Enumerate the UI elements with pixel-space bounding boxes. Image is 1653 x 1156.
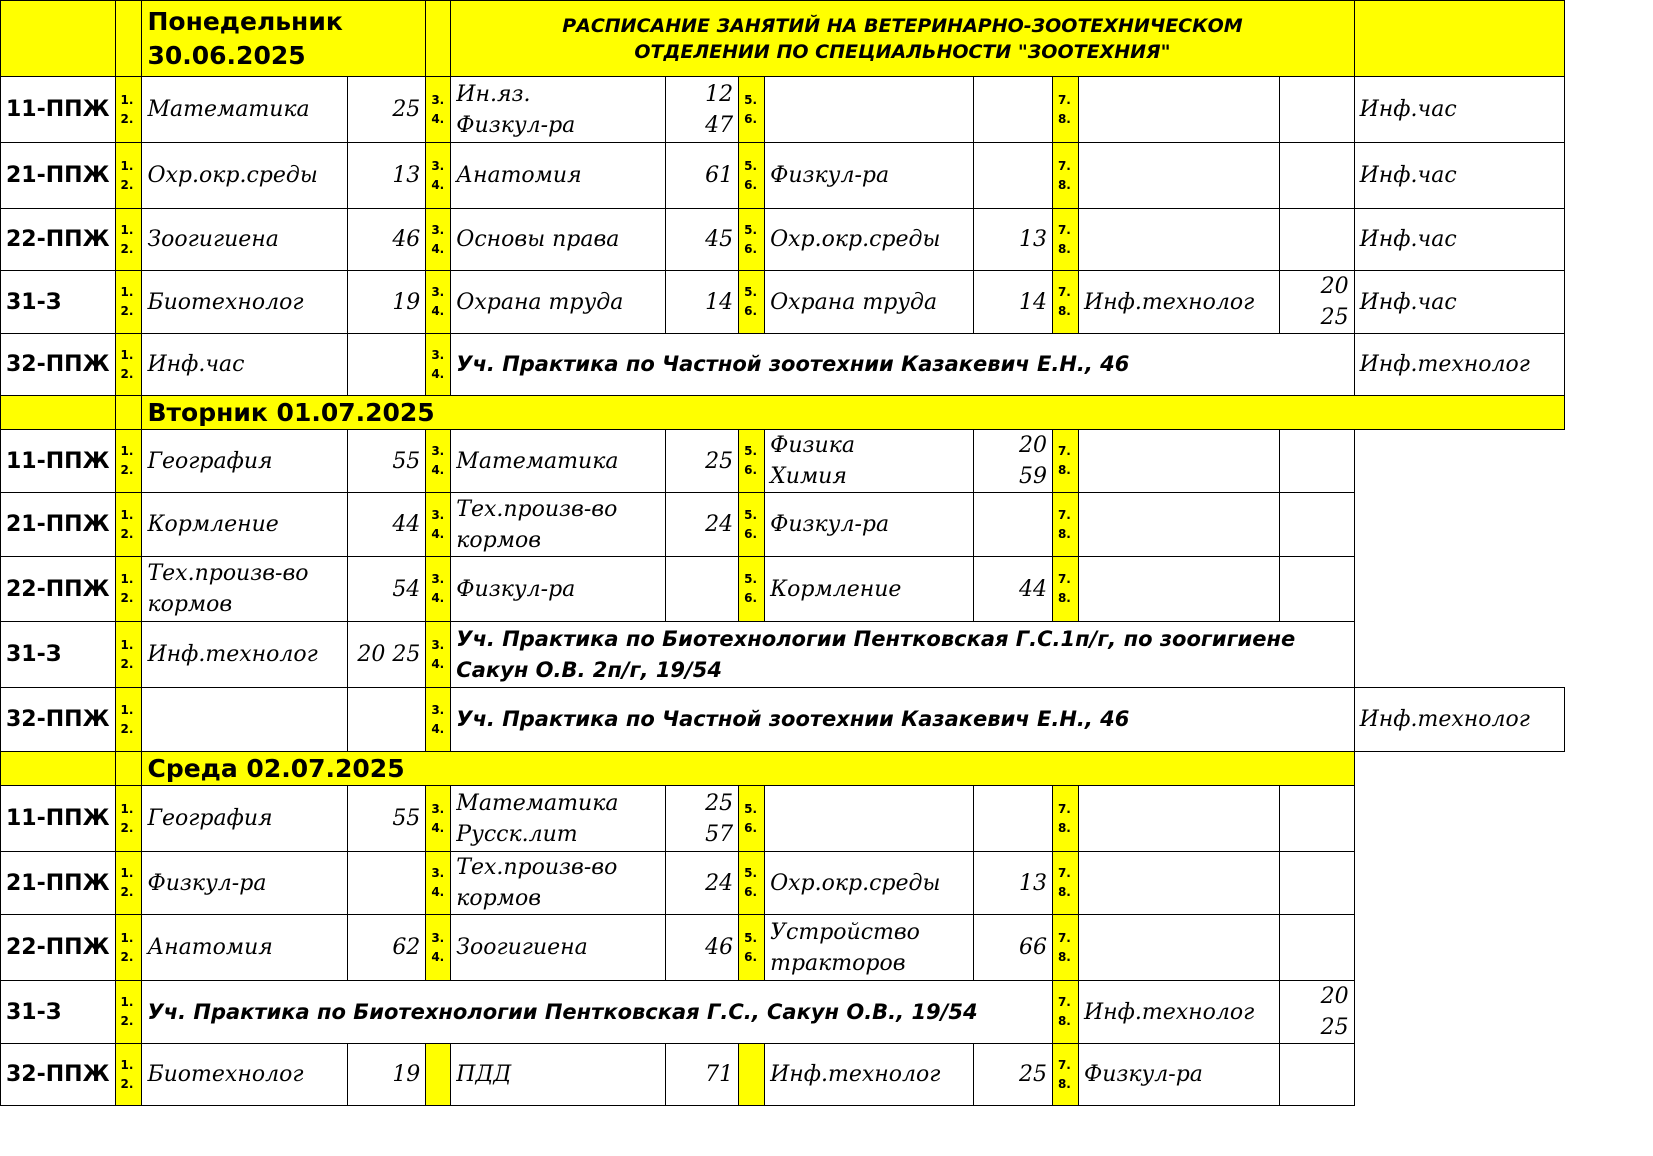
monday-label: Понедельник (147, 6, 343, 36)
pair-numbers: 5. 6. (739, 786, 765, 852)
group-name: 32-ППЖ (1, 688, 116, 752)
subject-cell: Инф.технолог (1078, 981, 1279, 1044)
pair-numbers: 5. 6. (739, 143, 765, 209)
room-cell: 25 (348, 77, 426, 143)
subject-cell: Математика Русск.лит (451, 786, 666, 852)
title-line-1: РАСПИСАНИЕ ЗАНЯТИЙ НА ВЕТЕРИНАРНО-ЗООТЕХНИЧЕСКОМ (562, 14, 1243, 37)
room-cell: 20 25 (1279, 271, 1354, 334)
pair-numbers: 1. 2. (115, 77, 142, 143)
header-pair-cell (426, 1, 451, 77)
subject-cell: Зоогигиена (142, 209, 348, 271)
table-row (1, 688, 1653, 752)
room-cell: 54 (348, 557, 426, 622)
room-cell (1279, 852, 1354, 915)
pair-numbers: 7. 8. (1052, 557, 1078, 622)
subject-cell: Тех.произв-во кормов (451, 493, 666, 557)
pair-numbers: 3. 4. (426, 77, 451, 143)
practice-cell: Уч. Практика по Биотехнологии Пентковская Г.С.1п/г, по зоогигиене Сакун О.В. 2п/г, 19/54 (451, 622, 1354, 688)
day-group-cell (1, 396, 116, 430)
empty-cell (1354, 981, 1653, 1044)
practice-cell: Уч. Практика по Частной зоотехнии Казакевич Е.Н., 46 (451, 334, 1354, 396)
pair-numbers: 3. 4. (426, 209, 451, 271)
pair-numbers: 3. 4. (426, 688, 451, 752)
extra-cell: Инф.час (1354, 271, 1565, 334)
room-cell (348, 852, 426, 915)
room-cell (1279, 77, 1354, 143)
pair-numbers: 5. 6. (739, 852, 765, 915)
table-row (1, 334, 1653, 396)
day-group-cell (1, 752, 116, 786)
empty-cell (1354, 493, 1653, 557)
pair-numbers: 5. 6. (739, 209, 765, 271)
subject-cell (1078, 493, 1279, 557)
empty-cell (1565, 271, 1653, 334)
subject-cell: География (142, 430, 348, 493)
subject-cell: Кормление (765, 557, 974, 622)
tuesday-date-cell: Вторник 01.07.2025 (142, 396, 1565, 430)
room-cell: 25 57 (666, 786, 739, 852)
room-cell: 13 (974, 852, 1053, 915)
subject-cell: Анатомия (451, 143, 666, 209)
group-name: 21-ППЖ (1, 493, 116, 557)
extra-cell: Инф.час (1354, 209, 1565, 271)
subject-cell: Ин.яз. Физкул-ра (451, 77, 666, 143)
pair-numbers: 3. 4. (426, 334, 451, 396)
title-line-2: ОТДЕЛЕНИИ ПО СПЕЦИАЛЬНОСТИ "ЗООТЕХНИЯ" (634, 40, 1171, 63)
subject-cell: Основы права (451, 209, 666, 271)
subject-cell: Биотехнолог (142, 1044, 348, 1106)
room-cell: 45 (666, 209, 739, 271)
pair-numbers: 3. 4. (426, 143, 451, 209)
pair-numbers: 7. 8. (1052, 77, 1078, 143)
subject-cell: География (142, 786, 348, 852)
room-cell: 24 (666, 852, 739, 915)
pair-numbers: 1. 2. (115, 915, 142, 981)
room-cell: 55 (348, 430, 426, 493)
subject-cell: Кормление (142, 493, 348, 557)
subject-cell (1078, 557, 1279, 622)
table-row (1, 493, 1653, 557)
subject-cell: Инф.технолог (1078, 271, 1279, 334)
group-name: 11-ППЖ (1, 786, 116, 852)
room-cell (974, 786, 1053, 852)
subject-cell: Анатомия (142, 915, 348, 981)
subject-cell: Охр.окр.среды (765, 209, 974, 271)
room-cell: 55 (348, 786, 426, 852)
group-name: 21-ППЖ (1, 143, 116, 209)
group-name: 22-ППЖ (1, 915, 116, 981)
empty-cell (1565, 396, 1653, 430)
table-row (1, 271, 1653, 334)
pair-numbers: 1. 2. (115, 143, 142, 209)
pair-numbers: 1. 2. (115, 622, 142, 688)
table-row (1, 77, 1653, 143)
day-pair-cell (115, 752, 142, 786)
pair-numbers: 3. 4. (426, 557, 451, 622)
room-cell: 61 (666, 143, 739, 209)
empty-cell (1354, 622, 1653, 688)
table-row (1, 143, 1653, 209)
room-cell: 12 47 (666, 77, 739, 143)
day-pair-cell (115, 396, 142, 430)
header-blank-cell (1354, 1, 1565, 77)
room-cell (1279, 915, 1354, 981)
pair-numbers: 5. 6. (739, 915, 765, 981)
schedule-title (451, 1, 1354, 77)
room-cell: 14 (666, 271, 739, 334)
room-cell: 62 (348, 915, 426, 981)
empty-cell (1565, 77, 1653, 143)
subject-cell (1078, 852, 1279, 915)
wednesday-date-cell: Среда 02.07.2025 (142, 752, 1354, 786)
empty-cell (1354, 1044, 1653, 1106)
pair-numbers: 3. 4. (426, 786, 451, 852)
group-name: 22-ППЖ (1, 209, 116, 271)
pair-numbers: 7. 8. (1052, 981, 1078, 1044)
subject-cell (1078, 209, 1279, 271)
room-cell: 66 (974, 915, 1053, 981)
pair-numbers: 3. 4. (426, 271, 451, 334)
header-empty (1565, 1, 1653, 77)
pair-numbers: 5. 6. (739, 557, 765, 622)
extra-cell: Инф.час (1354, 77, 1565, 143)
empty-cell (1354, 752, 1653, 786)
subject-cell: Математика (142, 77, 348, 143)
group-name: 31-З (1, 981, 116, 1044)
room-cell: 46 (666, 915, 739, 981)
room-cell (1279, 1044, 1354, 1106)
pair-numbers: 1. 2. (115, 981, 142, 1044)
room-cell: 19 (348, 1044, 426, 1106)
room-cell: 24 (666, 493, 739, 557)
pair-numbers: 7. 8. (1052, 209, 1078, 271)
pair-numbers: 5. 6. (739, 271, 765, 334)
subject-cell: Физика Химия (765, 430, 974, 493)
extra-cell: Инф.технолог (1354, 334, 1565, 396)
subject-cell (142, 688, 348, 752)
room-cell (974, 493, 1053, 557)
pair-numbers: 7. 8. (1052, 493, 1078, 557)
room-cell (1279, 786, 1354, 852)
pair-numbers: 7. 8. (1052, 786, 1078, 852)
subject-cell: Охр.окр.среды (765, 852, 974, 915)
subject-cell: Охр.окр.среды (142, 143, 348, 209)
pair-numbers: 7. 8. (1052, 430, 1078, 493)
pair-numbers: 1. 2. (115, 209, 142, 271)
subject-cell: Математика (451, 430, 666, 493)
subject-cell: Тех.произв-во кормов (451, 852, 666, 915)
pair-numbers: 3. 4. (426, 915, 451, 981)
pair-numbers: 5. 6. (739, 77, 765, 143)
pair-numbers: 7. 8. (1052, 852, 1078, 915)
subject-cell: Тех.произв-во кормов (142, 557, 348, 622)
pair-numbers: 1. 2. (115, 852, 142, 915)
subject-cell: Зоогигиена (451, 915, 666, 981)
subject-cell (765, 786, 974, 852)
pair-numbers: 5. 6. (739, 493, 765, 557)
room-cell (1279, 493, 1354, 557)
subject-cell: Физкул-ра (142, 852, 348, 915)
subject-cell: Физкул-ра (765, 143, 974, 209)
subject-cell (1078, 143, 1279, 209)
pair-numbers: 1. 2. (115, 493, 142, 557)
group-name: 21-ППЖ (1, 852, 116, 915)
subject-cell: Инф.технолог (765, 1044, 974, 1106)
pair-numbers: 5. 6. (739, 430, 765, 493)
empty-cell (1354, 430, 1653, 493)
room-cell (666, 557, 739, 622)
empty-cell (1565, 688, 1653, 752)
room-cell: 20 25 (1279, 981, 1354, 1044)
subject-cell: Физкул-ра (1078, 1044, 1279, 1106)
group-name: 11-ППЖ (1, 77, 116, 143)
monday-date: 30.06.2025 (147, 40, 306, 70)
subject-cell: Биотехнолог (142, 271, 348, 334)
subject-cell (765, 77, 974, 143)
pair-numbers: 1. 2. (115, 688, 142, 752)
pair-numbers (426, 1044, 451, 1106)
empty-cell (1565, 143, 1653, 209)
table-row (1, 430, 1653, 493)
table-row (1, 915, 1653, 981)
subject-cell: Устройство тракторов (765, 915, 974, 981)
group-name: 31-З (1, 622, 116, 688)
header-row (1, 1, 1653, 77)
room-cell: 19 (348, 271, 426, 334)
subject-cell: ПДД (451, 1044, 666, 1106)
subject-cell (1078, 915, 1279, 981)
room-cell: 44 (348, 493, 426, 557)
pair-numbers: 7. 8. (1052, 1044, 1078, 1106)
subject-cell: Охрана труда (765, 271, 974, 334)
pair-numbers: 1. 2. (115, 271, 142, 334)
pair-numbers: 1. 2. (115, 1044, 142, 1106)
pair-numbers: 7. 8. (1052, 271, 1078, 334)
day-row (1, 396, 1653, 430)
room-cell: 20 59 (974, 430, 1053, 493)
monday-date-cell (142, 1, 426, 77)
subject-cell: Физкул-ра (765, 493, 974, 557)
room-cell (1279, 430, 1354, 493)
room-cell: 71 (666, 1044, 739, 1106)
table-row (1, 981, 1653, 1044)
header-group-cell (1, 1, 116, 77)
pair-numbers: 1. 2. (115, 557, 142, 622)
empty-cell (1565, 209, 1653, 271)
room-cell: 46 (348, 209, 426, 271)
empty-cell (1354, 852, 1653, 915)
subject-cell: Инф.час (142, 334, 348, 396)
subject-cell (1078, 430, 1279, 493)
pair-numbers: 3. 4. (426, 622, 451, 688)
room-cell: 13 (348, 143, 426, 209)
room-cell: 13 (974, 209, 1053, 271)
room-cell (1279, 209, 1354, 271)
pair-numbers: 7. 8. (1052, 143, 1078, 209)
empty-cell (1565, 334, 1653, 396)
table-row (1, 786, 1653, 852)
practice-cell: Уч. Практика по Биотехнологии Пентковская Г.С., Сакун О.В., 19/54 (142, 981, 1052, 1044)
room-cell: 20 25 (348, 622, 426, 688)
group-name: 31-З (1, 271, 116, 334)
subject-cell (1078, 77, 1279, 143)
subject-cell: Охрана труда (451, 271, 666, 334)
group-name: 32-ППЖ (1, 334, 116, 396)
room-cell (1279, 143, 1354, 209)
header-pair-cell (115, 1, 142, 77)
room-cell: 14 (974, 271, 1053, 334)
room-cell (974, 77, 1053, 143)
room-cell: 25 (974, 1044, 1053, 1106)
pair-numbers: 3. 4. (426, 493, 451, 557)
room-cell (348, 688, 426, 752)
day-row (1, 752, 1653, 786)
table-row (1, 557, 1653, 622)
room-cell: 25 (666, 430, 739, 493)
extra-cell: Инф.технолог (1354, 688, 1565, 752)
subject-cell: Физкул-ра (451, 557, 666, 622)
extra-cell: Инф.час (1354, 143, 1565, 209)
subject-cell (1078, 786, 1279, 852)
room-cell (1279, 557, 1354, 622)
pair-numbers: 1. 2. (115, 786, 142, 852)
empty-cell (1354, 786, 1653, 852)
pair-numbers: 1. 2. (115, 430, 142, 493)
pair-numbers: 3. 4. (426, 852, 451, 915)
room-cell (974, 143, 1053, 209)
pair-numbers: 3. 4. (426, 430, 451, 493)
subject-cell: Инф.технолог (142, 622, 348, 688)
room-cell (348, 334, 426, 396)
pair-numbers (739, 1044, 765, 1106)
group-name: 32-ППЖ (1, 1044, 116, 1106)
practice-cell: Уч. Практика по Частной зоотехнии Казакевич Е.Н., 46 (451, 688, 1354, 752)
empty-cell (1354, 915, 1653, 981)
empty-cell (1354, 557, 1653, 622)
group-name: 11-ППЖ (1, 430, 116, 493)
group-name: 22-ППЖ (1, 557, 116, 622)
table-row (1, 622, 1653, 688)
table-row (1, 1044, 1653, 1106)
room-cell: 44 (974, 557, 1053, 622)
table-row (1, 852, 1653, 915)
pair-numbers: 1. 2. (115, 334, 142, 396)
pair-numbers: 7. 8. (1052, 915, 1078, 981)
table-row (1, 209, 1653, 271)
